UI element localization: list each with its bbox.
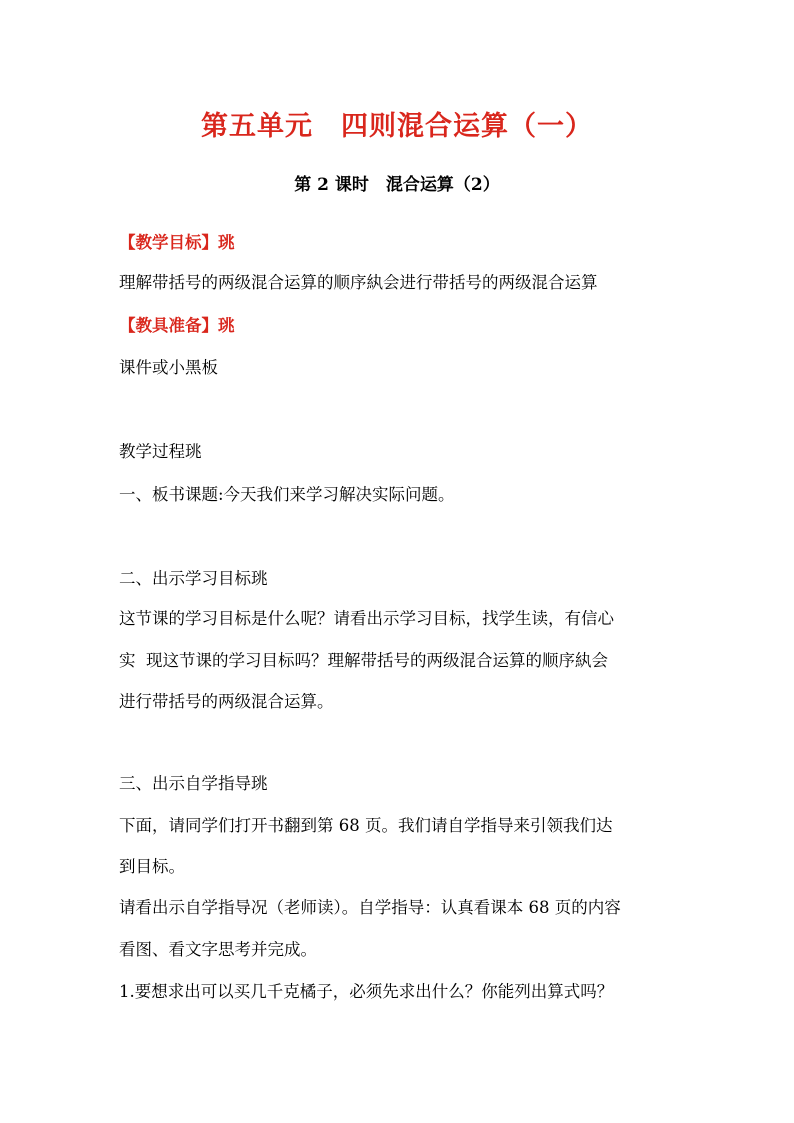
step3-line: 到目标。	[119, 857, 185, 876]
process-heading: 教学过程珧	[119, 442, 202, 461]
tools-text: 课件或小黑板	[119, 358, 218, 377]
goals-heading: 【教学目标】珧	[119, 233, 235, 252]
step3-line: 下面，请同学们打开书翻到第 68 页。我们请自学指导来引领我们达	[119, 816, 613, 835]
step2-line: 进行带括号的两级混合运算。	[119, 692, 334, 711]
tools-heading: 【教具准备】珧	[119, 316, 235, 335]
lesson-subtitle: 第 2 课时 混合运算（2）	[294, 175, 500, 195]
step2-line: 实 现这节课的学习目标吗？理解带括号的两级混合运算的顺序紈会	[119, 651, 608, 670]
step3-heading: 三、出示自学指导珧	[119, 774, 268, 793]
step1-text: 一、板书课题:今天我们来学习解决实际问题。	[119, 485, 455, 504]
step3-line: 看图、看文字思考并完成。	[119, 940, 317, 959]
question-1: 1.要想求出可以买几千克橘子，必须先求出什么？你能列出算式吗？	[119, 982, 614, 1001]
unit-title: 第五单元 四则混合运算（一）	[201, 111, 593, 142]
step2-heading: 二、出示学习目标珧	[119, 569, 268, 588]
step2-line: 这节课的学习目标是什么呢？请看出示学习目标，找学生读，有信心	[119, 609, 614, 628]
step3-line: 请看出示自学指导况（老师读）。自学指导：认真看课本 68 页的内容	[119, 898, 621, 917]
goals-text: 理解带括号的两级混合运算的顺序紈会进行带括号的两级混合运算	[119, 273, 598, 292]
